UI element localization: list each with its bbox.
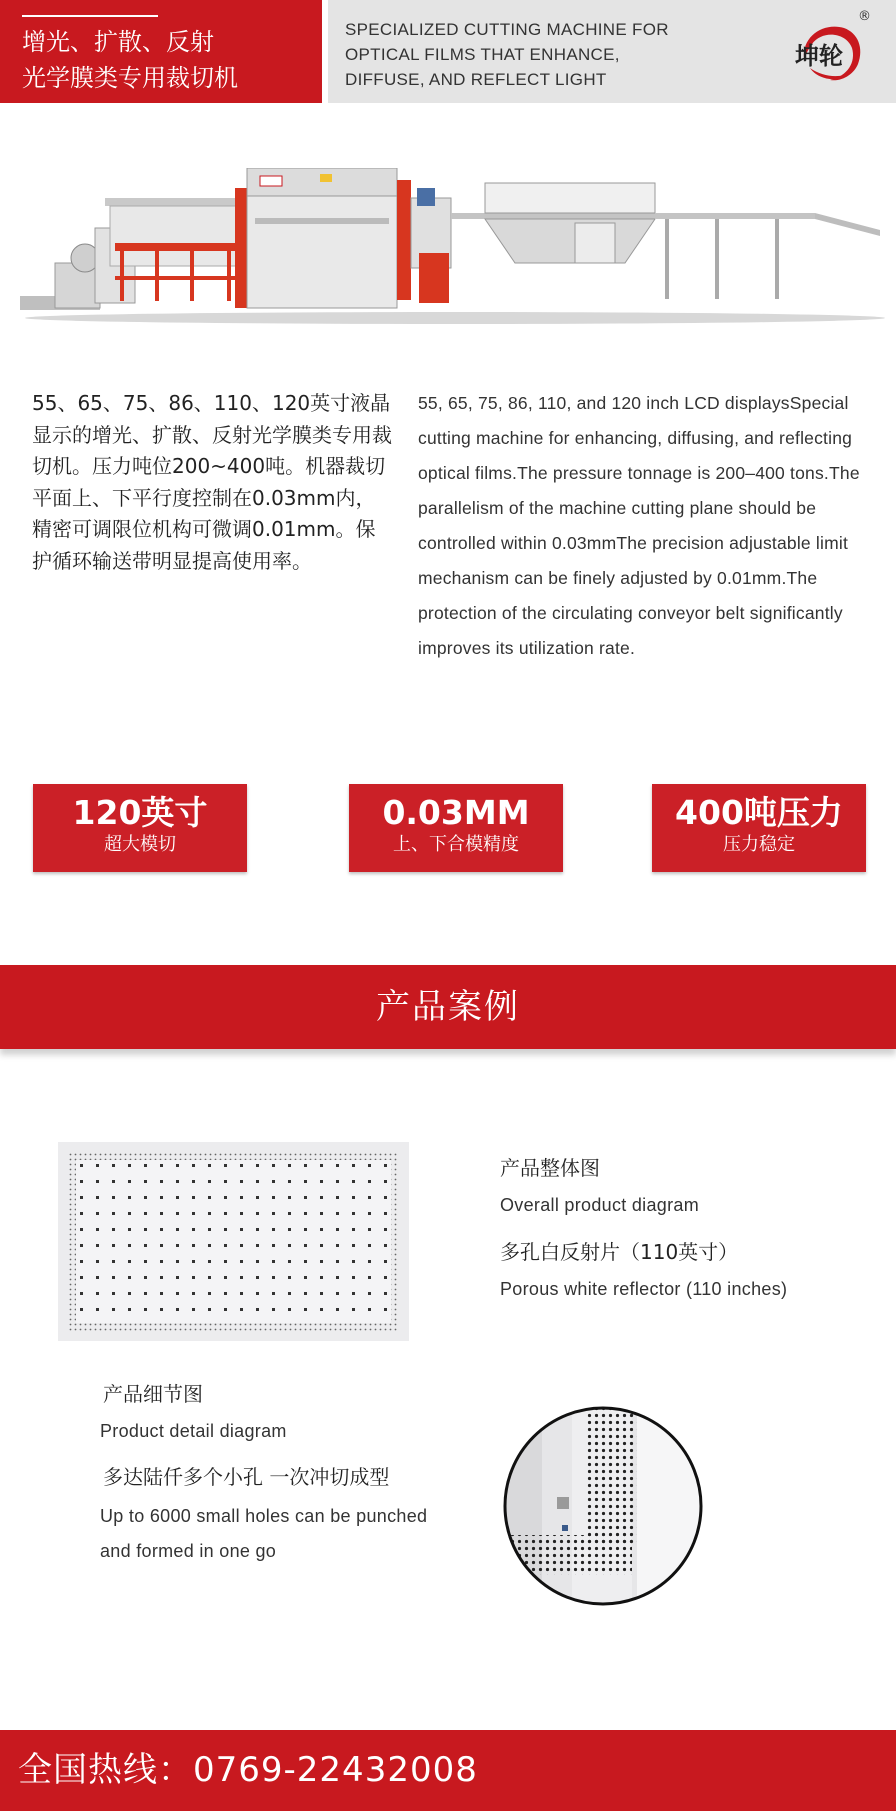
brand-logo-text: 坤轮 [795, 41, 843, 70]
stat-precision-label: 上、下合模精度 [393, 834, 519, 855]
cutting-machine-image [15, 168, 885, 328]
item-caption-en: Porous white reflector (110 inches) [500, 1279, 788, 1299]
holes-caption-en: Up to 6000 small holes can be punched and formed in one go [100, 1506, 428, 1561]
overall-caption-en: Overall product diagram [500, 1195, 699, 1215]
stat-pressure [652, 784, 866, 872]
section-title: 产品案例 [376, 987, 520, 1027]
item-caption-cn: 多孔白反射片（110英寸） [500, 1240, 739, 1264]
header-title-cn [22, 24, 318, 96]
stat-precision [349, 784, 563, 872]
holes-caption-cn: 多达陆仟多个小孔 一次冲切成型 [103, 1465, 390, 1489]
header-title-en-line1: SPECIALIZED CUTTING MACHINE FOR [345, 20, 669, 39]
product-overall-image [58, 1142, 409, 1341]
stat-precision-value: 0.03MM [382, 793, 530, 832]
stat-size-label: 超大模切 [104, 834, 176, 855]
stat-size [33, 784, 247, 872]
overall-caption-cn: 产品整体图 [500, 1156, 600, 1180]
header-title-en-line2: OPTICAL FILMS THAT ENHANCE, [345, 45, 620, 64]
header-title-en-line3: DIFFUSE, AND REFLECT LIGHT [345, 70, 607, 89]
stat-pressure-label: 压力稳定 [723, 834, 795, 855]
header-title-cn-line1: 增光、扩散、反射 [22, 28, 214, 56]
registered-mark: ® [858, 9, 871, 24]
stat-pressure-value: 400吨压力 [675, 793, 843, 832]
detail-caption-cn: 产品细节图 [103, 1382, 203, 1406]
header-rule [22, 15, 158, 17]
footer-bar [0, 1730, 896, 1811]
description-en: 55, 65, 75, 86, 110, and 120 inch LCD displaysSpecial cutting machine for enhancing, diffusing, and reflecting optical films.The pressure tonnage is 200–400 tons.The parallelism of the machine cutting plane should be controlled within 0.03mmThe precision adjustable limit mechanism can be finely adjusted by 0.01mm.The protection of the circulating conveyor belt significantly improves its utilization rate. [418, 393, 860, 658]
header-title-cn-line2: 光学膜类专用裁切机 [22, 64, 238, 92]
product-detail-image [502, 1405, 704, 1607]
header-title-en [345, 17, 765, 92]
hotline-text: 全国热线：0769-22432008 [18, 1750, 478, 1790]
stat-size-value: 120英寸 [72, 793, 208, 832]
section-banner [0, 965, 896, 1049]
detail-caption-en: Product detail diagram [100, 1421, 287, 1441]
description-cn: 55、65、75、86、110、120英寸液晶显示的增光、扩散、反射光学膜类专用裁切机。压力吨位200~400吨。机器裁切平面上、下平行度控制在0.03mm内，精密可调限位机构可微调0.01mm。保护循环输送带明显提高使用率。 [32, 391, 392, 573]
